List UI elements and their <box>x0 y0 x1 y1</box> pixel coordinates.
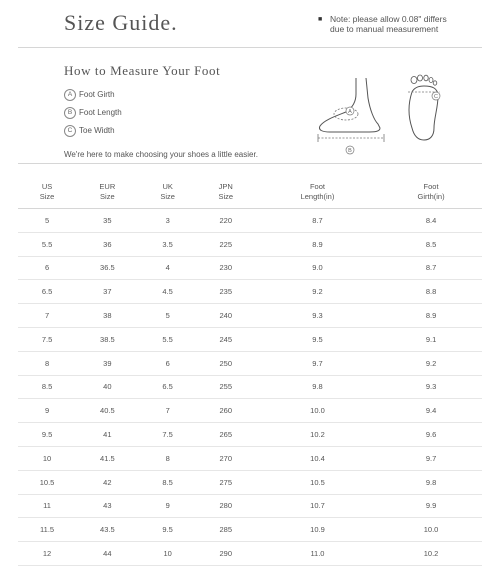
table-cell: 290 <box>197 542 255 566</box>
size-chart-table <box>18 176 482 566</box>
page-title: Size Guide. <box>64 10 178 35</box>
column-header-line: Size <box>39 192 55 201</box>
table-cell: 8.4 <box>380 209 482 233</box>
column-header-line: UK <box>162 182 173 191</box>
table-cell: 225 <box>197 232 255 256</box>
diagram-mark-c <box>432 92 440 100</box>
column-header-line: JPN <box>218 182 233 191</box>
table-cell: 42 <box>76 470 138 494</box>
table-cell: 8 <box>18 351 76 375</box>
table-cell: 37 <box>76 280 138 304</box>
legend-mark-c: C <box>64 125 76 137</box>
column-header <box>139 176 197 209</box>
foot-measurement-diagram <box>300 70 460 160</box>
section-title: How to Measure Your Foot <box>64 63 221 78</box>
table-cell: 260 <box>197 399 255 423</box>
table-row <box>18 256 482 280</box>
column-header <box>18 176 76 209</box>
table-cell: 7 <box>18 304 76 328</box>
legend-label: Foot Length <box>79 108 122 117</box>
table-row <box>18 542 482 566</box>
column-header-line: EUR <box>99 182 116 191</box>
table-cell: 8.5 <box>139 470 197 494</box>
table-cell: 270 <box>197 446 255 470</box>
column-header <box>255 176 380 209</box>
table-cell: 285 <box>197 518 255 542</box>
table-cell: 4 <box>139 256 197 280</box>
column-header-line: Foot <box>423 182 439 191</box>
table-cell: 9.9 <box>380 494 482 518</box>
table-cell: 6 <box>139 351 197 375</box>
legend-mark-a: A <box>64 89 76 101</box>
legend-label: Foot Girth <box>79 90 115 99</box>
note-text <box>330 14 447 34</box>
table-cell: 9 <box>18 399 76 423</box>
svg-text:B: B <box>348 148 352 155</box>
svg-text:C: C <box>434 94 438 101</box>
table-cell: 38.5 <box>76 327 138 351</box>
table-cell: 9.7 <box>380 446 482 470</box>
column-header-line: US <box>41 182 53 191</box>
table-cell: 6.5 <box>139 375 197 399</box>
table-cell: 9.1 <box>380 327 482 351</box>
table-cell: 280 <box>197 494 255 518</box>
table-cell: 11.5 <box>18 518 76 542</box>
table-cell: 8.5 <box>380 232 482 256</box>
column-header-line: Foot <box>309 182 325 191</box>
bullet-icon: ■ <box>318 16 323 23</box>
table-cell: 8.7 <box>255 209 380 233</box>
table-cell: 10 <box>18 446 76 470</box>
table-cell: 40 <box>76 375 138 399</box>
table-cell: 38 <box>76 304 138 328</box>
table-cell: 6.5 <box>18 280 76 304</box>
table-row <box>18 494 482 518</box>
table-cell: 245 <box>197 327 255 351</box>
table-cell: 240 <box>197 304 255 328</box>
table-cell: 10.7 <box>255 494 380 518</box>
table-cell: 9.3 <box>255 304 380 328</box>
table-cell: 35 <box>76 209 138 233</box>
side-foot-outline <box>319 78 380 132</box>
table-cell: 10.5 <box>255 470 380 494</box>
table-cell: 5.5 <box>18 232 76 256</box>
table-cell: 5 <box>139 304 197 328</box>
table-row <box>18 327 482 351</box>
note-line-2: due to manual measurement <box>330 24 439 34</box>
table-cell: 9.8 <box>380 470 482 494</box>
table-row <box>18 446 482 470</box>
column-header-line: Girth(in) <box>417 192 445 201</box>
table-cell: 3 <box>139 209 197 233</box>
table-cell: 255 <box>197 375 255 399</box>
table-cell: 7.5 <box>18 327 76 351</box>
table-cell: 265 <box>197 423 255 447</box>
table-cell: 43.5 <box>76 518 138 542</box>
table-cell: 10 <box>139 542 197 566</box>
table-cell: 43 <box>76 494 138 518</box>
table-row <box>18 470 482 494</box>
tagline: We're here to make choosing your shoes a little easier. <box>64 150 258 159</box>
table-row <box>18 375 482 399</box>
table-cell: 3.5 <box>139 232 197 256</box>
table-cell: 11.0 <box>255 542 380 566</box>
column-header-line: Size <box>218 192 234 201</box>
table-cell: 5 <box>18 209 76 233</box>
column-header-line: Size <box>100 192 115 201</box>
table-cell: 8.8 <box>380 280 482 304</box>
table-cell: 8.5 <box>18 375 76 399</box>
table-cell: 36.5 <box>76 256 138 280</box>
table-cell: 41.5 <box>76 446 138 470</box>
table-cell: 250 <box>197 351 255 375</box>
table-row <box>18 304 482 328</box>
table-cell: 8.9 <box>380 304 482 328</box>
table-cell: 7 <box>139 399 197 423</box>
table-cell: 9.2 <box>255 280 380 304</box>
table-row <box>18 423 482 447</box>
table-cell: 6 <box>18 256 76 280</box>
table-cell: 10.0 <box>380 518 482 542</box>
table-cell: 9.0 <box>255 256 380 280</box>
table-cell: 9.4 <box>380 399 482 423</box>
table-cell: 9.8 <box>255 375 380 399</box>
column-header <box>197 176 255 209</box>
divider-middle <box>18 163 482 164</box>
table-row <box>18 518 482 542</box>
table-cell: 8 <box>139 446 197 470</box>
table-cell: 9.5 <box>139 518 197 542</box>
table-cell: 5.5 <box>139 327 197 351</box>
table-cell: 10.2 <box>380 542 482 566</box>
table-cell: 10.2 <box>255 423 380 447</box>
table-cell: 8.7 <box>380 256 482 280</box>
diagram-mark-a <box>346 107 354 115</box>
table-cell: 4.5 <box>139 280 197 304</box>
legend-mark-b: B <box>64 107 76 119</box>
table-cell: 36 <box>76 232 138 256</box>
table-row <box>18 399 482 423</box>
table-cell: 9 <box>139 494 197 518</box>
column-header <box>76 176 138 209</box>
column-header-line: Length(in) <box>300 192 335 201</box>
table-cell: 44 <box>76 542 138 566</box>
table-cell: 9.7 <box>255 351 380 375</box>
table-cell: 9.5 <box>18 423 76 447</box>
table-row <box>18 351 482 375</box>
table-cell: 10.9 <box>255 518 380 542</box>
divider-top <box>18 47 482 48</box>
table-cell: 9.3 <box>380 375 482 399</box>
table-row <box>18 209 482 233</box>
table-cell: 9.5 <box>255 327 380 351</box>
table-cell: 7.5 <box>139 423 197 447</box>
table-cell: 9.6 <box>380 423 482 447</box>
toe-outlines <box>411 75 437 85</box>
column-header <box>380 176 482 209</box>
table-cell: 12 <box>18 542 76 566</box>
table-header-row <box>18 176 482 209</box>
table-cell: 220 <box>197 209 255 233</box>
table-row <box>18 232 482 256</box>
svg-text:A: A <box>348 109 352 116</box>
table-cell: 9.2 <box>380 351 482 375</box>
table-cell: 10.0 <box>255 399 380 423</box>
table-row <box>18 280 482 304</box>
table-cell: 41 <box>76 423 138 447</box>
table-cell: 8.9 <box>255 232 380 256</box>
table-cell: 10.5 <box>18 470 76 494</box>
table-cell: 230 <box>197 256 255 280</box>
table-cell: 235 <box>197 280 255 304</box>
table-cell: 275 <box>197 470 255 494</box>
column-header-line: Size <box>160 192 175 201</box>
table-cell: 10.4 <box>255 446 380 470</box>
table-cell: 39 <box>76 351 138 375</box>
diagram-mark-b <box>346 146 354 154</box>
table-cell: 40.5 <box>76 399 138 423</box>
legend-label: Toe Width <box>79 126 115 135</box>
table-cell: 11 <box>18 494 76 518</box>
note-line-1: Note: please allow 0.08" differs <box>330 14 447 24</box>
